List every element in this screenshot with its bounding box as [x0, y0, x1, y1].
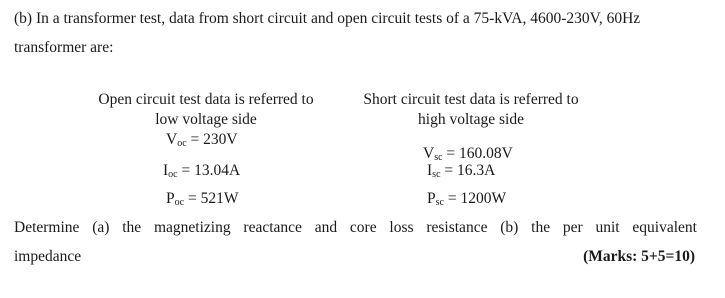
current-symbol: I: [427, 162, 433, 179]
voltage-symbol: V: [166, 131, 178, 148]
power-subscript: sc: [435, 197, 444, 208]
power-symbol: P: [427, 190, 436, 207]
task-line-2: impedance: [14, 248, 82, 265]
marks-label: (Marks: 5+5=10): [583, 248, 695, 265]
power-subscript: oc: [174, 197, 185, 208]
short-circuit-current: [427, 162, 495, 180]
power-value: = 1200W: [443, 190, 507, 207]
voltage-subscript: oc: [177, 138, 187, 149]
current-value: = 16.3A: [440, 162, 496, 179]
voltage-value: = 230V: [186, 131, 238, 148]
voltage-value: = 160.08V: [442, 145, 513, 162]
voltage-subscript: sc: [434, 152, 443, 163]
question-intro-line-2: transformer are:: [14, 39, 114, 56]
current-value: = 13.04A: [177, 162, 241, 179]
open-circuit-heading-line-2: low voltage side: [155, 111, 257, 128]
current-symbol: I: [163, 162, 169, 179]
open-circuit-current: [163, 162, 240, 180]
power-value: = 521W: [184, 190, 239, 207]
short-circuit-voltage: [423, 145, 513, 163]
open-circuit-power: [166, 190, 238, 208]
short-circuit-heading-line-2: high voltage side: [418, 111, 524, 128]
short-circuit-power: [427, 190, 506, 208]
task-line-1: Determine (a) the magnetizing reactance and core loss resistance (b) the per unit equivalent: [14, 219, 697, 236]
power-symbol: P: [166, 190, 175, 207]
short-circuit-heading-line-1: Short circuit test data is referred to: [363, 91, 579, 108]
open-circuit-voltage: [166, 131, 238, 149]
question-intro-line-1: (b) In a transformer test, data from short circuit and open circuit tests of a 75-kVA, 4600-230V, 60Hz: [14, 10, 641, 27]
open-circuit-heading-line-1: Open circuit test data is referred to: [98, 91, 314, 108]
current-subscript: sc: [432, 169, 441, 180]
voltage-symbol: V: [423, 145, 435, 162]
current-subscript: oc: [168, 169, 178, 180]
